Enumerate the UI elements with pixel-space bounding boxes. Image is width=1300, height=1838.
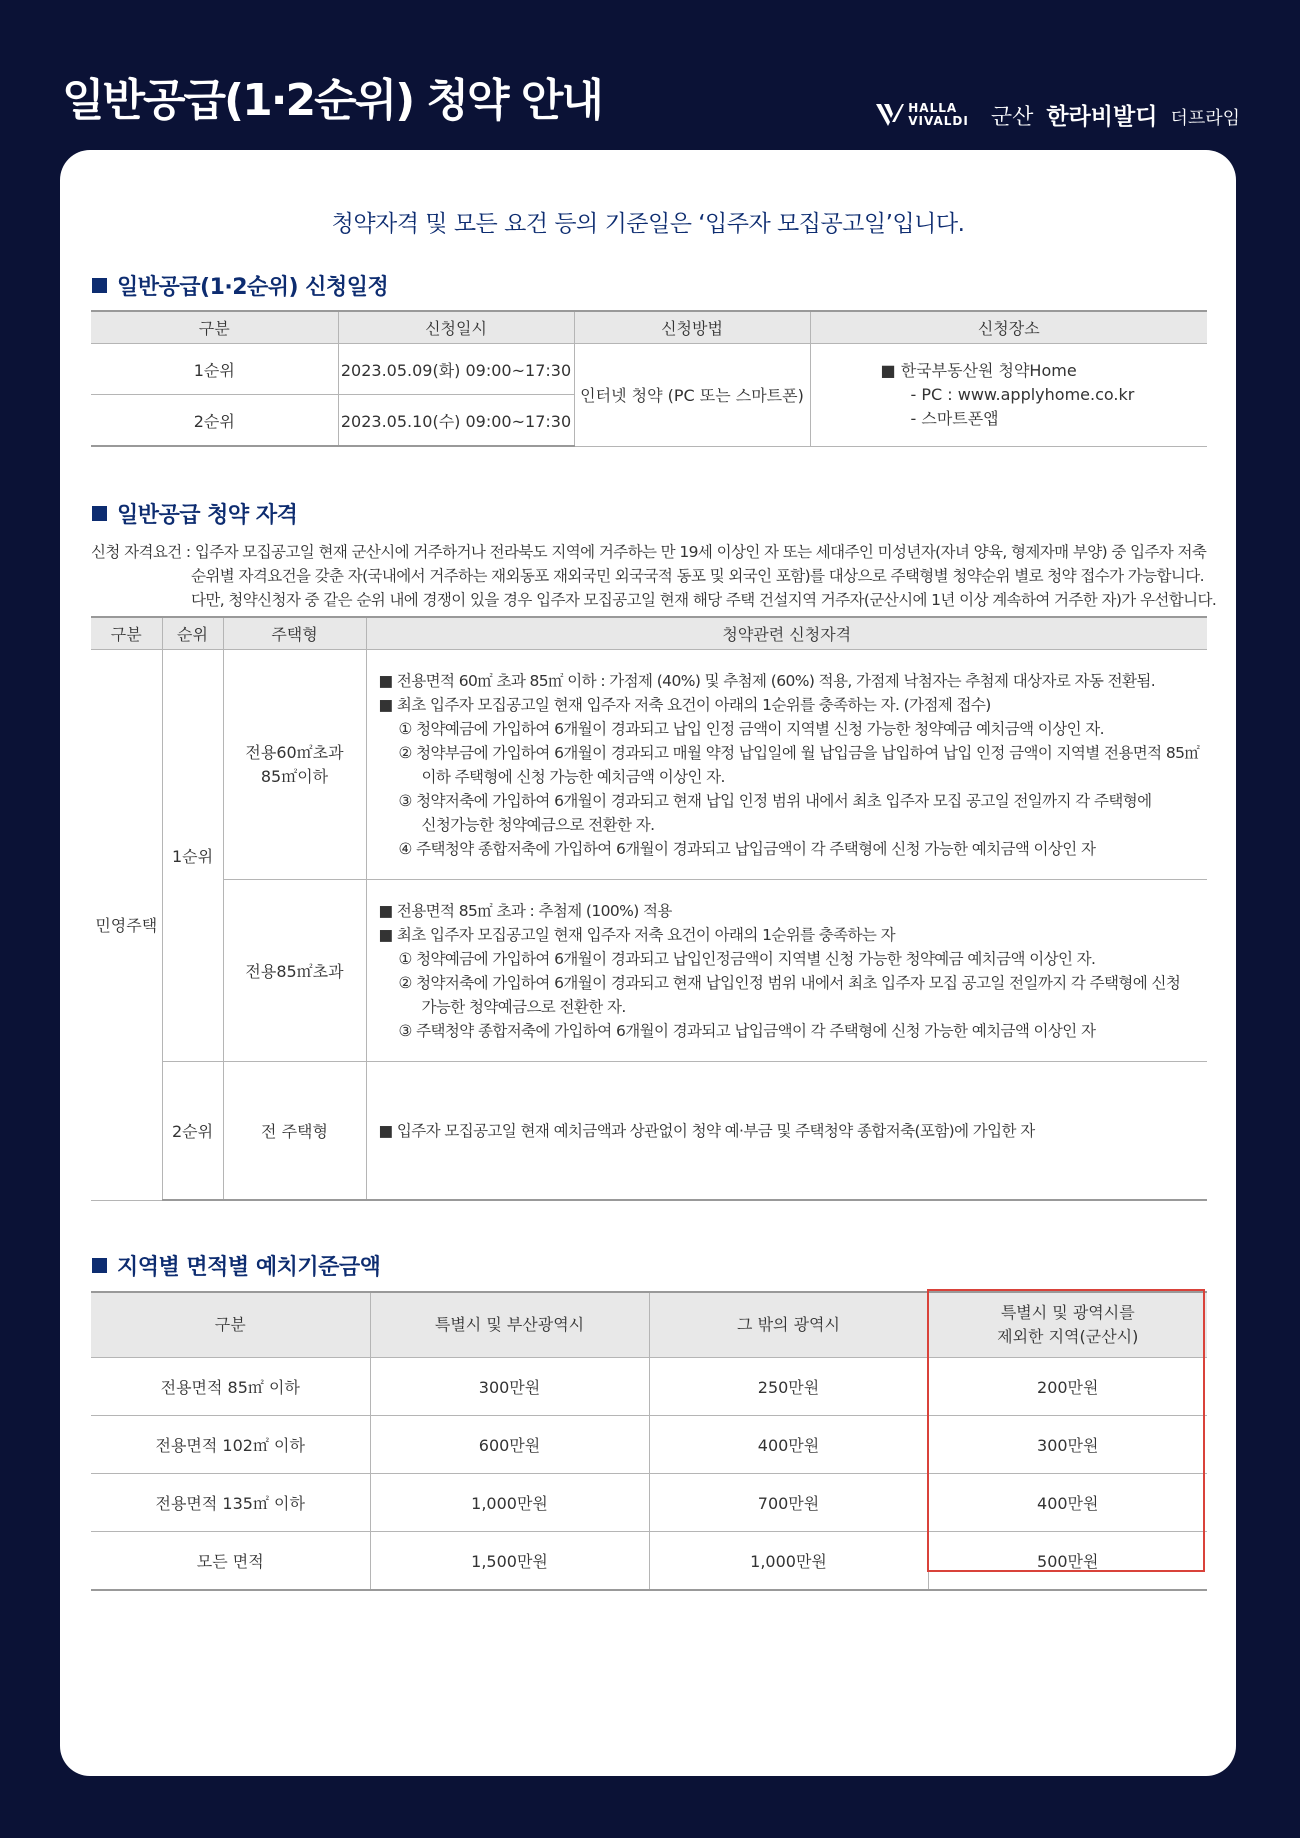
rank-cell: 1순위 xyxy=(91,344,338,395)
deposit-section-title: 지역별 면적별 예치기준금액 xyxy=(92,1250,380,1281)
type-cell: 전용85㎡초과 xyxy=(223,880,366,1062)
square-bullet-icon xyxy=(92,1258,107,1273)
table-header: 청약관련 신청자격 xyxy=(366,617,1207,650)
detail-line: ③ 청약저축에 가입하여 6개월이 경과되고 현재 납입 인정 범위 내에서 최초 입주자 모집 공고일 전일까지 각 주택형에 xyxy=(398,791,1152,810)
deposit-table xyxy=(91,1291,1207,1591)
detail-line: ④ 주택청약 종합저축에 가입하여 6개월이 경과되고 납입금액이 각 주택형에 신청 가능한 예치금액 이상인 자 xyxy=(398,839,1096,858)
qualification-line: 다만, 청약신청자 중 같은 순위 내에 경쟁이 있을 경우 입주자 모집공고일 현재 해당 주택 건설지역 거주자(군산시에 1년 이상 계속하여 거주한 자)가 우선합니다. xyxy=(191,591,1217,609)
amount-cell: 400만원 xyxy=(649,1416,928,1474)
amount-cell: 250만원 xyxy=(649,1358,928,1416)
qualification-detail-cell xyxy=(366,1062,1207,1201)
type-cell: 전 주택형 xyxy=(223,1062,366,1201)
table-header: 신청장소 xyxy=(810,311,1207,344)
detail-line: ■ 최초 입주자 모집공고일 현재 입주자 저축 요건이 아래의 1순위를 충족하는 자. (가점제 접수) xyxy=(378,695,991,714)
logo-line1: HALLA xyxy=(908,100,958,115)
area-cell: 전용면적 85㎡ 이하 xyxy=(91,1358,370,1416)
detail-line: ③ 주택청약 종합저축에 가입하여 6개월이 경과되고 납입금액이 각 주택형에 신청 가능한 예치금액 이상인 자 xyxy=(398,1021,1096,1040)
detail-line: 가능한 청약예금으로 전환한 자. xyxy=(421,997,626,1016)
detail-line: ① 청약예금에 가입하여 6개월이 경과되고 납입 인정 금액이 지역별 신청 가능한 청약예금 예치금액 이상인 자. xyxy=(398,719,1105,738)
datetime-cell: 2023.05.09(화) 09:00~17:30 xyxy=(338,344,574,395)
wing-icon xyxy=(874,102,904,128)
table-row xyxy=(91,650,1207,880)
table-header: 주택형 xyxy=(223,617,366,650)
schedule-table xyxy=(91,310,1207,447)
place-cell xyxy=(810,344,1207,447)
table-row xyxy=(91,1474,1207,1532)
table-row xyxy=(91,344,1207,395)
detail-line: ■ 전용면적 60㎡ 초과 85㎡ 이하 : 가점제 (40%) 및 추첨제 (60%) 적용, 가점제 낙첨자는 추첨제 대상자로 자동 전환됨. xyxy=(378,671,1156,690)
area-cell: 전용면적 102㎡ 이하 xyxy=(91,1416,370,1474)
detail-line: 이하 주택형에 신청 가능한 예치금액 이상인 자. xyxy=(421,767,725,786)
rank-cell: 2순위 xyxy=(162,1062,223,1201)
table-header: 신청일시 xyxy=(338,311,574,344)
rank-cell: 2순위 xyxy=(91,395,338,447)
page-title: 일반공급(1·2순위) 청약 안내 xyxy=(62,75,602,126)
halla-vivaldi-logo xyxy=(874,102,969,128)
amount-cell: 400만원 xyxy=(928,1474,1207,1532)
square-bullet-icon xyxy=(92,506,107,521)
logo-line2: VIVALDI xyxy=(908,113,969,128)
table-header: 특별시 및 부산광역시 xyxy=(370,1292,649,1358)
table-row xyxy=(91,1416,1207,1474)
amount-cell: 600만원 xyxy=(370,1416,649,1474)
amount-cell: 200만원 xyxy=(928,1358,1207,1416)
detail-line: 신청가능한 청약예금으로 전환한 자. xyxy=(421,815,655,834)
category-cell: 민영주택 xyxy=(91,650,162,1201)
schedule-section-title: 일반공급(1·2순위) 신청일정 xyxy=(92,270,388,301)
brand-name xyxy=(991,98,1240,131)
table-row xyxy=(91,1532,1207,1591)
place-line[interactable]: - PC : www.applyhome.co.kr xyxy=(910,384,1135,404)
amount-cell: 700만원 xyxy=(649,1474,928,1532)
detail-line: ② 청약부금에 가입하여 6개월이 경과되고 매월 약정 납입일에 월 납입금을 납입하여 납입 인정 금액이 지역별 전용면적 85㎡ xyxy=(398,743,1200,762)
detail-line: ■ 입주자 모집공고일 현재 예치금액과 상관없이 청약 예·부금 및 주택청약 종합저축(포함)에 가입한 자 xyxy=(378,1121,1035,1140)
brand-suffix: 더프라임 xyxy=(1170,108,1240,129)
table-row xyxy=(91,1358,1207,1416)
detail-line: ② 청약저축에 가입하여 6개월이 경과되고 현재 납입인정 범위 내에서 최초 입주자 모집 공고일 전일까지 각 주택형에 신청 xyxy=(398,973,1181,992)
amount-cell: 300만원 xyxy=(370,1358,649,1416)
qualification-line: 신청 자격요건 : 입주자 모집공고일 현재 군산시에 거주하거나 전라북도 지역에 거주하는 만 19세 이상인 자 또는 세대주인 미성년자(자녀 양육, 형제자매 부양) 중 입주자 저축 xyxy=(91,543,1207,561)
amount-cell: 1,000만원 xyxy=(649,1532,928,1591)
table-header: 신청방법 xyxy=(574,311,810,344)
method-cell: 인터넷 청약 (PC 또는 스마트폰) xyxy=(574,344,810,447)
square-bullet-icon xyxy=(92,278,107,293)
qualification-detail-cell xyxy=(366,650,1207,880)
table-header: 구분 xyxy=(91,1292,370,1358)
detail-line: ■ 전용면적 85㎡ 초과 : 추첨제 (100%) 적용 xyxy=(378,901,672,920)
detail-line: ■ 최초 입주자 모집공고일 현재 입주자 저축 요건이 아래의 1순위를 충족하는 자 xyxy=(378,925,895,944)
table-row xyxy=(91,1062,1207,1201)
table-header: 특별시 및 광역시를 제외한 지역(군산시) xyxy=(928,1292,1207,1358)
rank-cell: 1순위 xyxy=(162,650,223,1062)
qualification-detail-cell xyxy=(366,880,1207,1062)
content-card xyxy=(60,150,1236,1776)
amount-cell: 1,500만원 xyxy=(370,1532,649,1591)
table-header: 순위 xyxy=(162,617,223,650)
brand-logo xyxy=(874,98,1240,131)
place-line: - 스마트폰앱 xyxy=(910,408,999,428)
type-cell: 전용60㎡초과 85㎡이하 xyxy=(223,650,366,880)
amount-cell: 300만원 xyxy=(928,1416,1207,1474)
area-cell: 전용면적 135㎡ 이하 xyxy=(91,1474,370,1532)
brand-bold: 한라비발디 xyxy=(1046,104,1158,130)
qualification-table xyxy=(91,616,1207,1201)
detail-line: ① 청약예금에 가입하여 6개월이 경과되고 납입인정금액이 지역별 신청 가능한 청약예금 예치금액 이상인 자. xyxy=(398,949,1096,968)
qualification-section-title: 일반공급 청약 자격 xyxy=(92,498,297,529)
datetime-cell: 2023.05.10(수) 09:00~17:30 xyxy=(338,395,574,447)
brand-prefix: 군산 xyxy=(990,105,1034,130)
table-row xyxy=(91,880,1207,1062)
qualification-line: 순위별 자격요건을 갖춘 자(국내에서 거주하는 재외동포 재외국민 외국국적 동포 및 외국인 포함)를 대상으로 주택형별 청약순위 별로 청약 접수가 가능합니다. xyxy=(191,567,1204,585)
amount-cell: 1,000만원 xyxy=(370,1474,649,1532)
table-header: 그 밖의 광역시 xyxy=(649,1292,928,1358)
area-cell: 모든 면적 xyxy=(91,1532,370,1591)
table-header: 구분 xyxy=(91,617,162,650)
table-header: 구분 xyxy=(91,311,338,344)
amount-cell: 500만원 xyxy=(928,1532,1207,1591)
place-line: ■ 한국부동산원 청약Home xyxy=(880,360,1077,380)
headline: 청약자격 및 모든 요건 등의 기준일은 ‘입주자 모집공고일’입니다. xyxy=(331,211,965,237)
qualification-text xyxy=(91,540,1217,612)
